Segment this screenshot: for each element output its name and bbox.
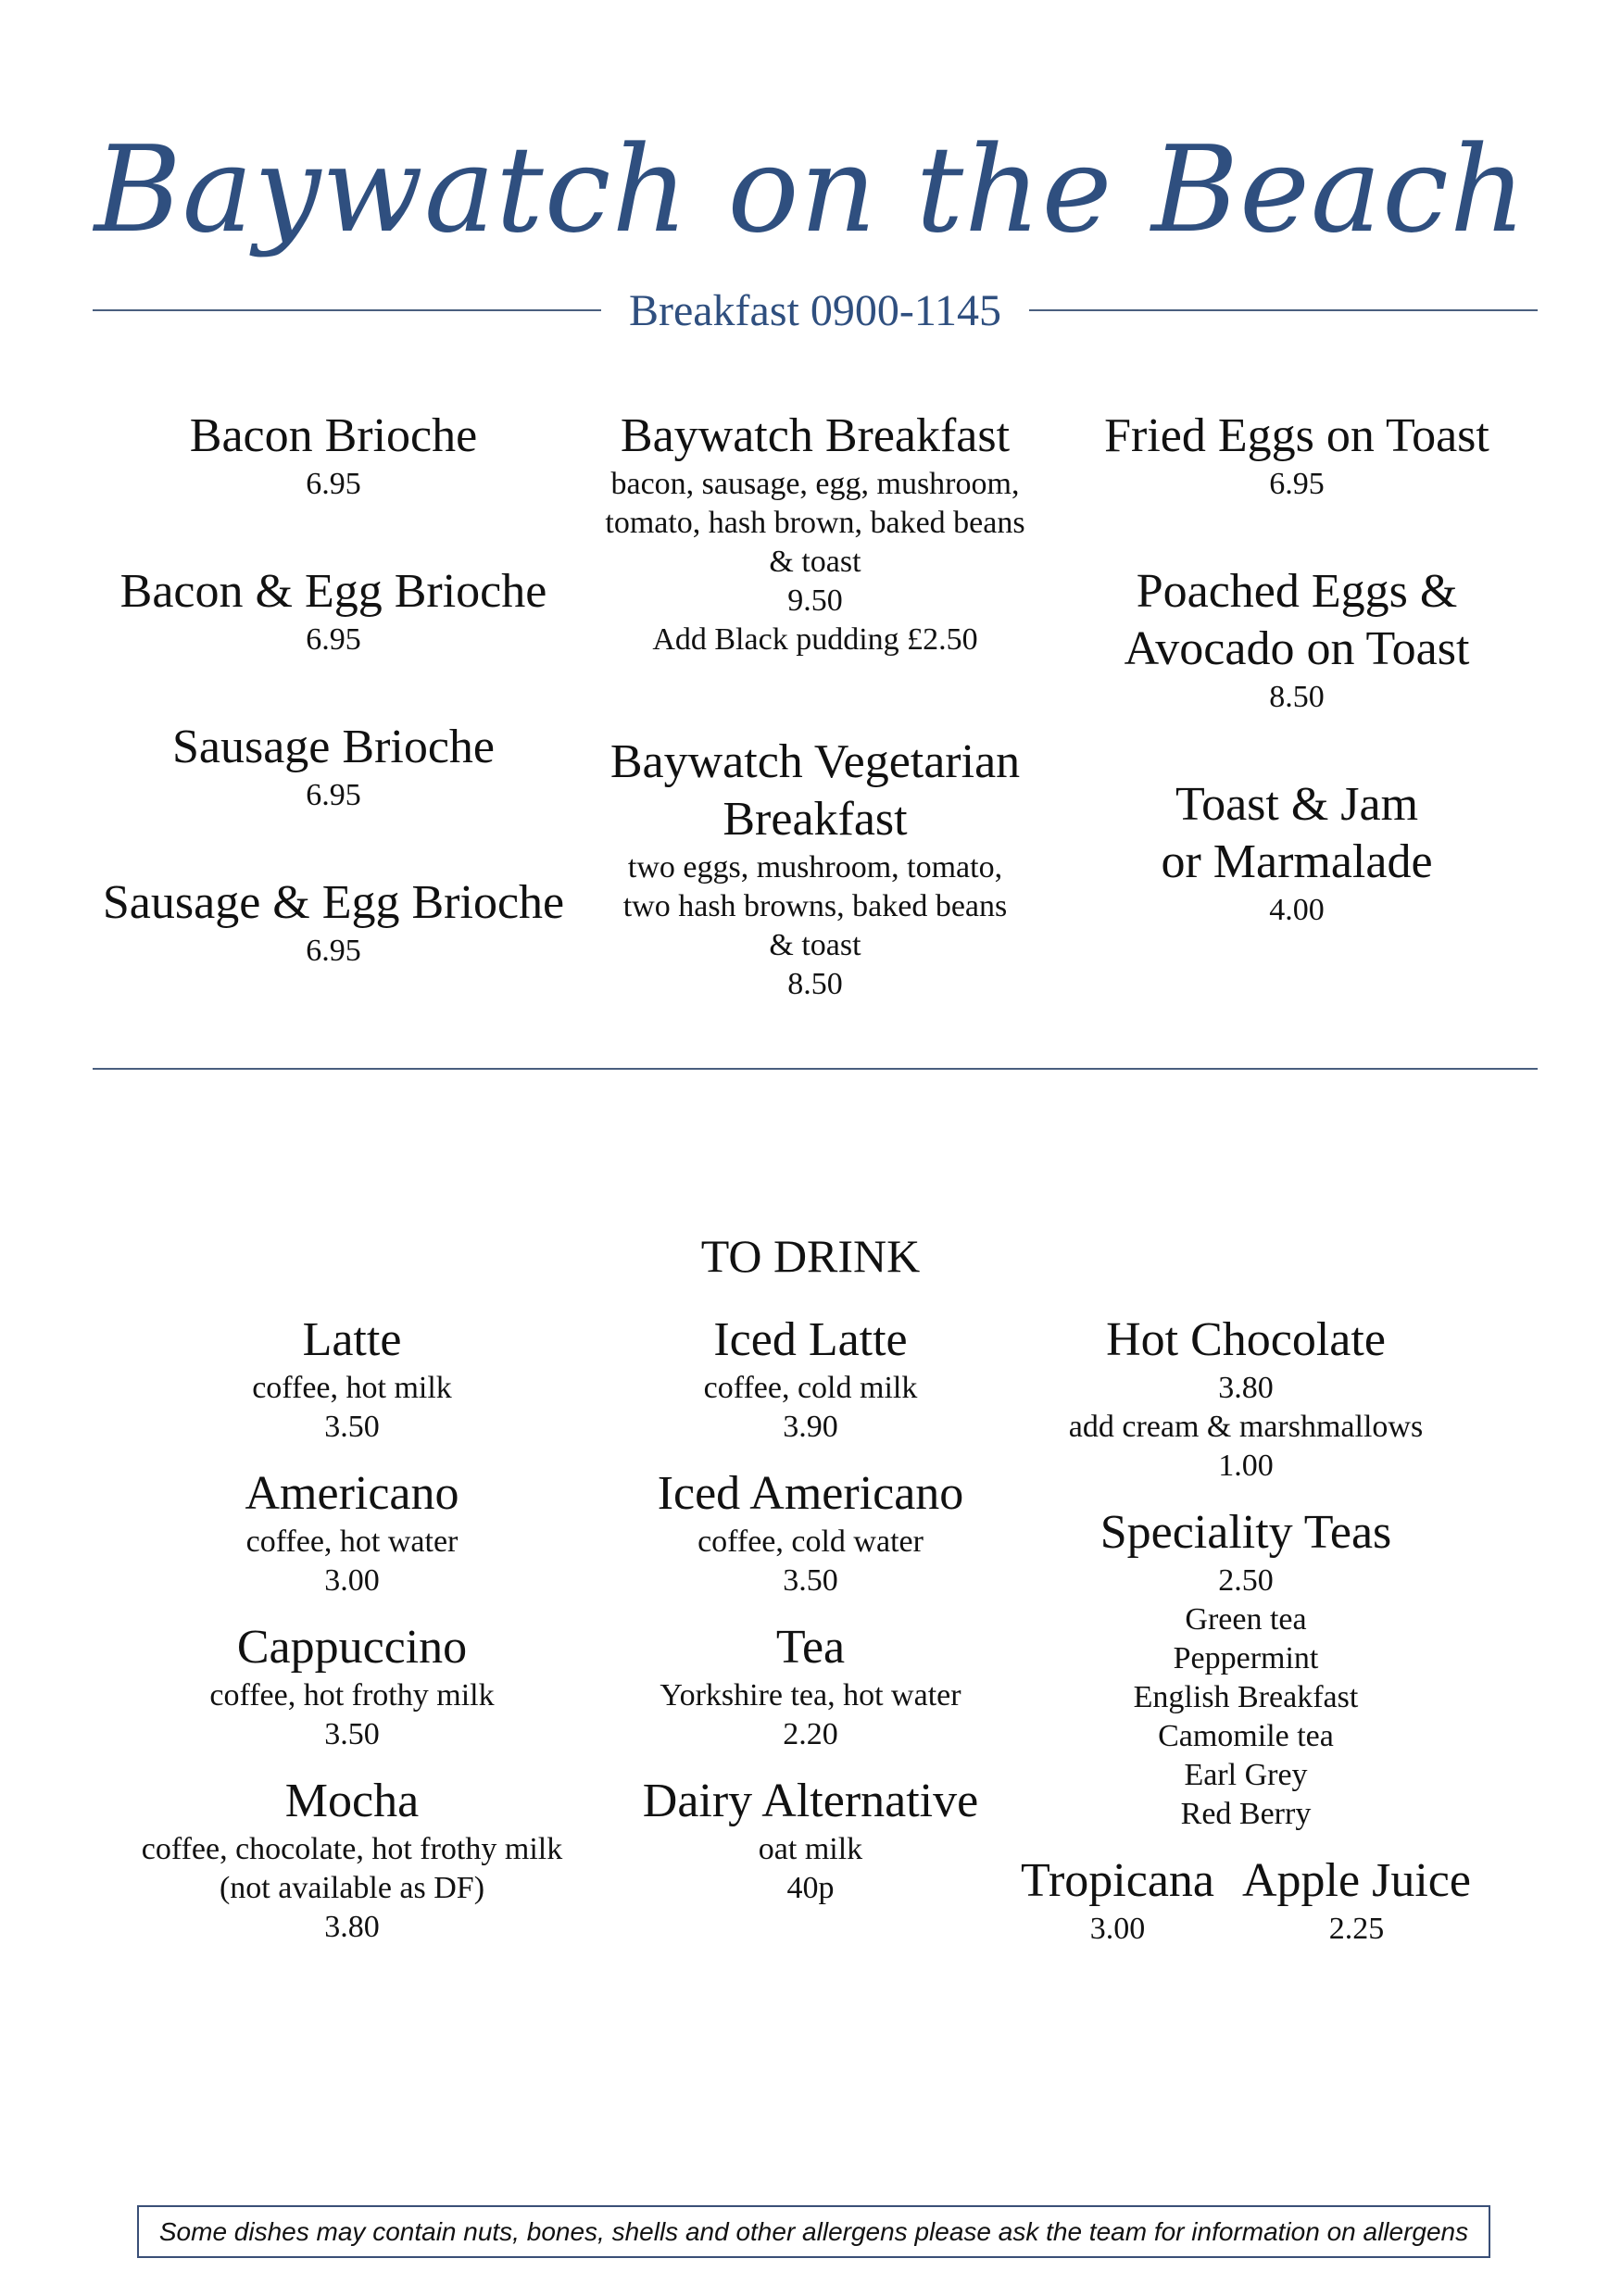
item-name: Cappuccino: [236, 1621, 468, 1674]
breakfast-column-1: [74, 408, 593, 971]
item-description: two eggs, mushroom, tomato,: [627, 850, 1003, 885]
menu-item: [120, 563, 547, 659]
menu-item: [1069, 1311, 1423, 1486]
item-description: & toast: [769, 928, 861, 962]
menu-item: [1161, 776, 1432, 930]
menu-item: [610, 734, 1020, 1004]
item-description: coffee, hot water: [245, 1524, 459, 1559]
item-name: Dairy Alternative: [642, 1775, 979, 1827]
item-name: Poached Eggs &: [1136, 565, 1458, 618]
menu-item: [704, 1311, 918, 1447]
item-addon: add cream & marshmallows: [1068, 1410, 1424, 1444]
tea-variety: Earl Grey: [1184, 1758, 1308, 1792]
item-description: coffee, hot frothy milk: [209, 1678, 495, 1713]
allergen-notice: Some dishes may contain nuts, bones, shells and other allergens please ask the team for information on allergens: [158, 2216, 1469, 2246]
item-price: 3.50: [324, 1410, 380, 1444]
item-description: (not available as DF): [219, 1871, 485, 1905]
menu-item: [209, 1619, 494, 1754]
item-name: Iced Americano: [657, 1467, 964, 1520]
item-name: Apple Juice: [1242, 1854, 1471, 1907]
item-name: Latte: [302, 1313, 402, 1366]
item-price: 3.00: [1089, 1912, 1146, 1946]
item-price: 4.00: [1269, 893, 1325, 927]
item-name: Tropicana: [1021, 1854, 1214, 1907]
item-description: coffee, cold water: [697, 1524, 924, 1559]
addon-price: 1.00: [1218, 1449, 1274, 1483]
item-price: 6.95: [1269, 467, 1325, 501]
restaurant-name: Baywatch on the Beach: [94, 120, 1527, 259]
item-price: 8.50: [1269, 680, 1325, 714]
menu-item: [1104, 408, 1489, 504]
item-price: 6.95: [306, 934, 361, 968]
item-description: oat milk: [758, 1832, 863, 1866]
item-name: Fried Eggs on Toast: [1104, 409, 1489, 462]
item-name: Breakfast: [723, 793, 908, 846]
drinks-column-1: [93, 1311, 611, 1947]
menu-item: [660, 1619, 961, 1754]
item-name: Tea: [775, 1621, 846, 1674]
drinks-column-3: [986, 1311, 1505, 1949]
item-name: Sausage Brioche: [171, 721, 495, 773]
menu-item: [1125, 563, 1470, 717]
item-price: 6.95: [306, 622, 361, 657]
item-description: coffee, chocolate, hot frothy milk: [141, 1832, 563, 1866]
item-description: coffee, hot milk: [252, 1371, 452, 1405]
tea-variety: Peppermint: [1173, 1641, 1319, 1675]
item-price: 40p: [786, 1871, 835, 1905]
menu-item: [1021, 1852, 1214, 1949]
item-price: 2.25: [1328, 1912, 1385, 1946]
item-name: Baywatch Breakfast: [620, 409, 1011, 462]
item-name: Mocha: [284, 1775, 420, 1827]
item-price: 3.00: [324, 1563, 380, 1598]
menu-item: [252, 1311, 452, 1447]
item-name: Iced Latte: [713, 1313, 908, 1366]
item-name: or Marmalade: [1161, 835, 1433, 888]
item-description: & toast: [769, 545, 861, 579]
tea-variety: Green tea: [1185, 1602, 1307, 1637]
breakfast-hours: Breakfast 0900-1145: [628, 285, 1002, 335]
menu-item: [643, 1773, 978, 1908]
item-price: 6.95: [306, 778, 361, 812]
item-price: 2.50: [1218, 1563, 1274, 1598]
item-price: 8.50: [787, 967, 843, 1001]
breakfast-column-2: [556, 408, 1074, 1004]
drinks-heading: TO DRINK: [700, 1230, 921, 1282]
item-name: Americano: [245, 1467, 459, 1520]
item-price: 9.50: [787, 583, 843, 618]
item-price: 3.50: [324, 1717, 380, 1751]
item-price: 3.50: [783, 1563, 838, 1598]
item-price: 3.80: [324, 1910, 380, 1944]
item-name: Sausage & Egg Brioche: [102, 876, 565, 929]
juice-row: [1021, 1852, 1471, 1949]
menu-item: [1242, 1852, 1471, 1949]
menu-item: [172, 719, 495, 815]
item-price: 6.95: [306, 467, 361, 501]
menu-item: [103, 874, 564, 971]
menu-item: [605, 408, 1024, 659]
left-rule: [93, 309, 601, 311]
tea-variety: Red Berry: [1180, 1797, 1312, 1831]
item-name: Hot Chocolate: [1106, 1313, 1386, 1366]
item-name: Avocado on Toast: [1124, 622, 1470, 675]
menu-item: [142, 1773, 562, 1947]
menu-item: [190, 408, 477, 504]
item-price: 2.20: [783, 1717, 838, 1751]
menu-item: [658, 1465, 964, 1600]
item-name: Bacon & Egg Brioche: [119, 565, 547, 618]
item-name: Speciality Teas: [1100, 1506, 1392, 1559]
item-name: Toast & Jam: [1175, 778, 1419, 831]
tea-variety: English Breakfast: [1133, 1680, 1359, 1714]
item-addon: Add Black pudding £2.50: [652, 622, 978, 657]
item-price: 3.90: [783, 1410, 838, 1444]
item-description: Yorkshire tea, hot water: [660, 1678, 961, 1713]
right-rule: [1029, 309, 1538, 311]
breakfast-header: [93, 278, 1538, 343]
tea-variety: Camomile tea: [1158, 1719, 1334, 1753]
breakfast-column-3: [1037, 408, 1556, 930]
item-description: coffee, cold milk: [703, 1371, 918, 1405]
item-name: Baywatch Vegetarian: [609, 735, 1021, 788]
item-description: tomato, hash brown, baked beans: [605, 506, 1025, 540]
item-name: Bacon Brioche: [189, 409, 478, 462]
section-divider: [93, 1068, 1538, 1070]
allergen-notice-box: [137, 2205, 1490, 2258]
menu-item: [1100, 1504, 1392, 1834]
item-description: bacon, sausage, egg, mushroom,: [610, 467, 1020, 501]
item-price: 3.80: [1218, 1371, 1274, 1405]
item-description: two hash browns, baked beans: [622, 889, 1008, 923]
menu-item: [245, 1465, 459, 1600]
